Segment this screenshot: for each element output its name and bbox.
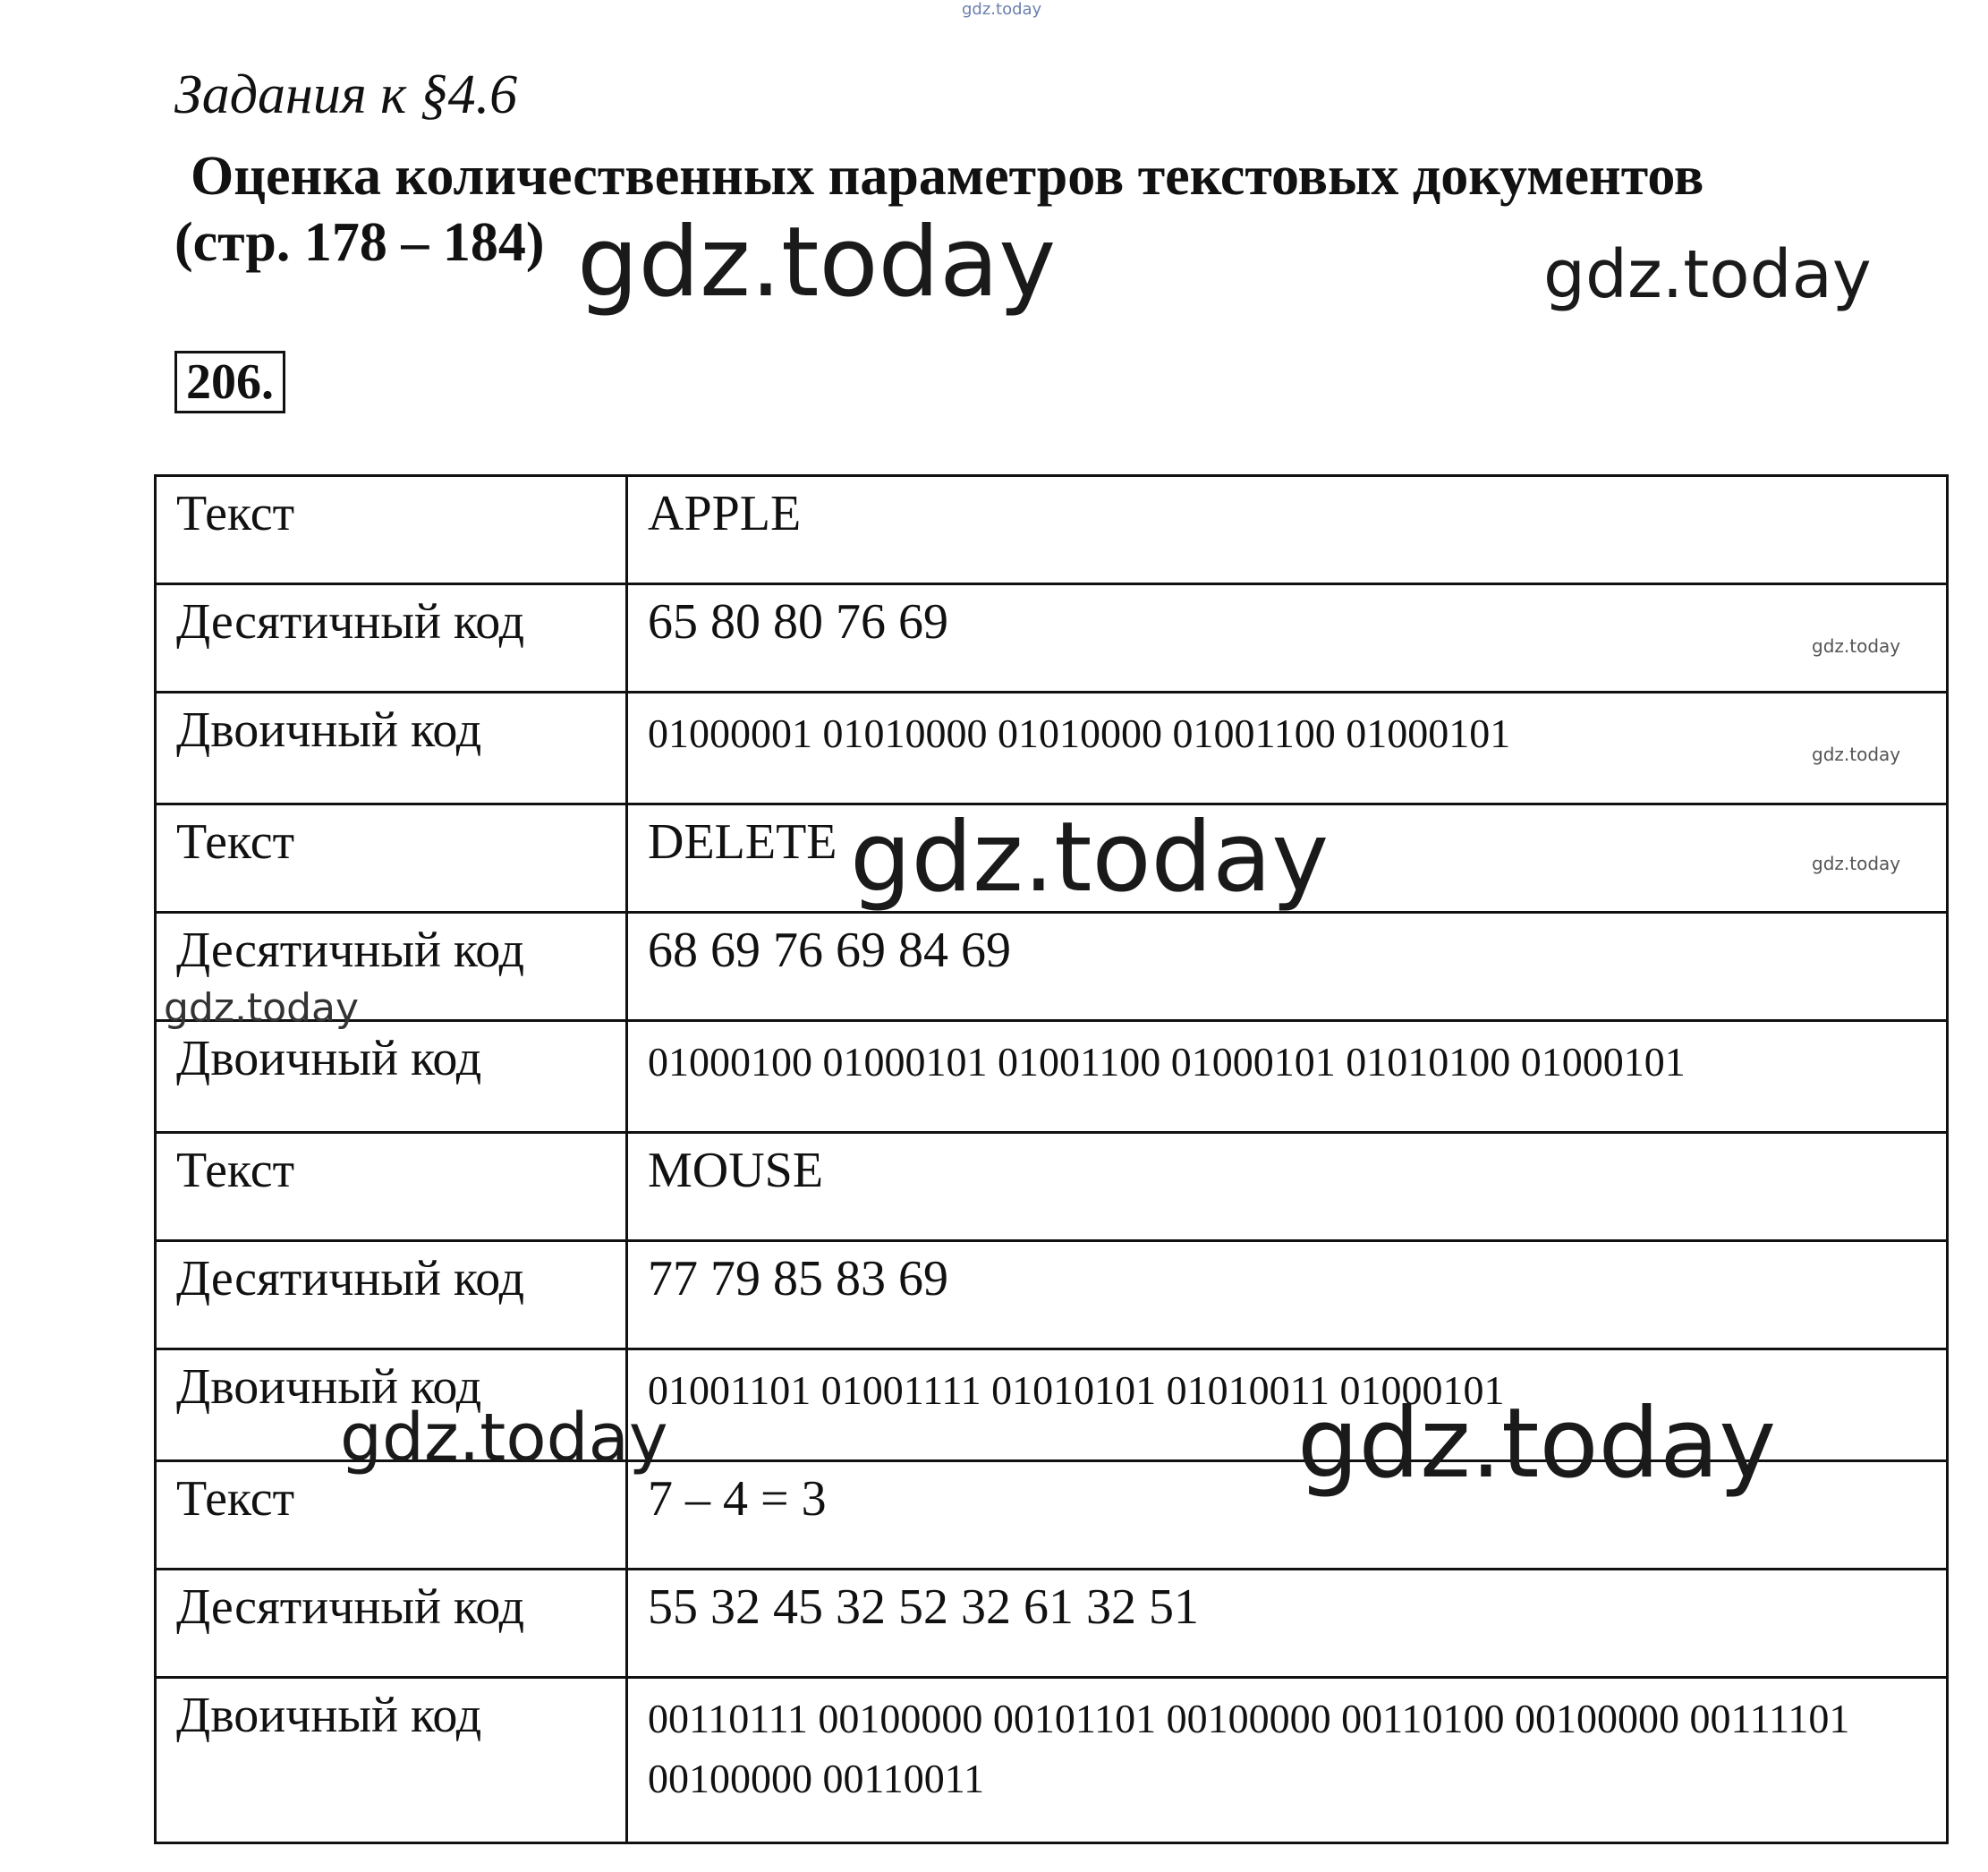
table-row [156, 804, 1948, 913]
title-line-1: Оценка количественных параметров текстовых документов [191, 146, 1704, 207]
title-line-2: (стр. 178 – 184) [174, 212, 545, 274]
row-value: 55 32 45 32 52 32 61 32 51 [627, 1570, 1948, 1678]
table-row [156, 1021, 1948, 1133]
watermark: gdz.today [1297, 1388, 1777, 1500]
row-label: Текст [156, 1461, 627, 1570]
task-number: 206. [174, 351, 285, 413]
row-label: Текст [156, 1133, 627, 1241]
watermark: gdz.today [1812, 635, 1901, 657]
row-value: 7 – 4 = 3 [627, 1461, 1948, 1570]
row-value: 77 79 85 83 69 [627, 1241, 1948, 1349]
row-value: 68 69 76 69 84 69 [627, 913, 1948, 1021]
row-label: Текст [156, 804, 627, 913]
row-value: 01001101 01001111 01010101 01010011 01000101 [627, 1349, 1948, 1461]
table-row [156, 1461, 1948, 1570]
row-label: Десятичный код [156, 1241, 627, 1349]
table-row [156, 476, 1948, 584]
row-label: Десятичный код [156, 1570, 627, 1678]
row-label: Десятичный код [156, 584, 627, 693]
watermark: gdz.today [1543, 236, 1872, 313]
row-value: DELETE [627, 804, 1948, 913]
row-value: MOUSE [627, 1133, 1948, 1241]
page-title [174, 143, 1874, 277]
watermark: gdz.today [962, 0, 1042, 19]
row-label: Двоичный код [156, 1349, 627, 1461]
watermark: gdz.today [1812, 744, 1901, 765]
row-label: Двоичный код [156, 693, 627, 804]
row-value: 01000001 01010000 01010000 01001100 01000101 [627, 693, 1948, 804]
table-row [156, 584, 1948, 693]
row-value: 65 80 80 76 69 [627, 584, 1948, 693]
watermark: gdz.today [850, 802, 1330, 914]
row-label: Двоичный код [156, 1678, 627, 1843]
table-row [156, 693, 1948, 804]
row-value: 00110111 00100000 00101101 00100000 00110100 00100000 00111101 00100000 00110011 [627, 1678, 1948, 1843]
table-row [156, 1241, 1948, 1349]
row-value: 01000100 01000101 01001100 01000101 01010100 01000101 [627, 1021, 1948, 1133]
table-row [156, 1570, 1948, 1678]
watermark: gdz.today [340, 1400, 668, 1476]
row-label: Двоичный код [156, 1021, 627, 1133]
watermark: gdz.today [1812, 853, 1901, 874]
row-value: APPLE [627, 476, 1948, 584]
section-heading: Задания к §4.6 [174, 64, 518, 125]
watermark: gdz.today [577, 207, 1057, 319]
row-label: Десятичный код [156, 913, 627, 1021]
row-label: Текст [156, 476, 627, 584]
table-row [156, 1349, 1948, 1461]
table-row [156, 1133, 1948, 1241]
table-row [156, 1678, 1948, 1843]
watermark: gdz.today [164, 985, 360, 1031]
table-row [156, 913, 1948, 1021]
encoding-table [154, 474, 1949, 1844]
